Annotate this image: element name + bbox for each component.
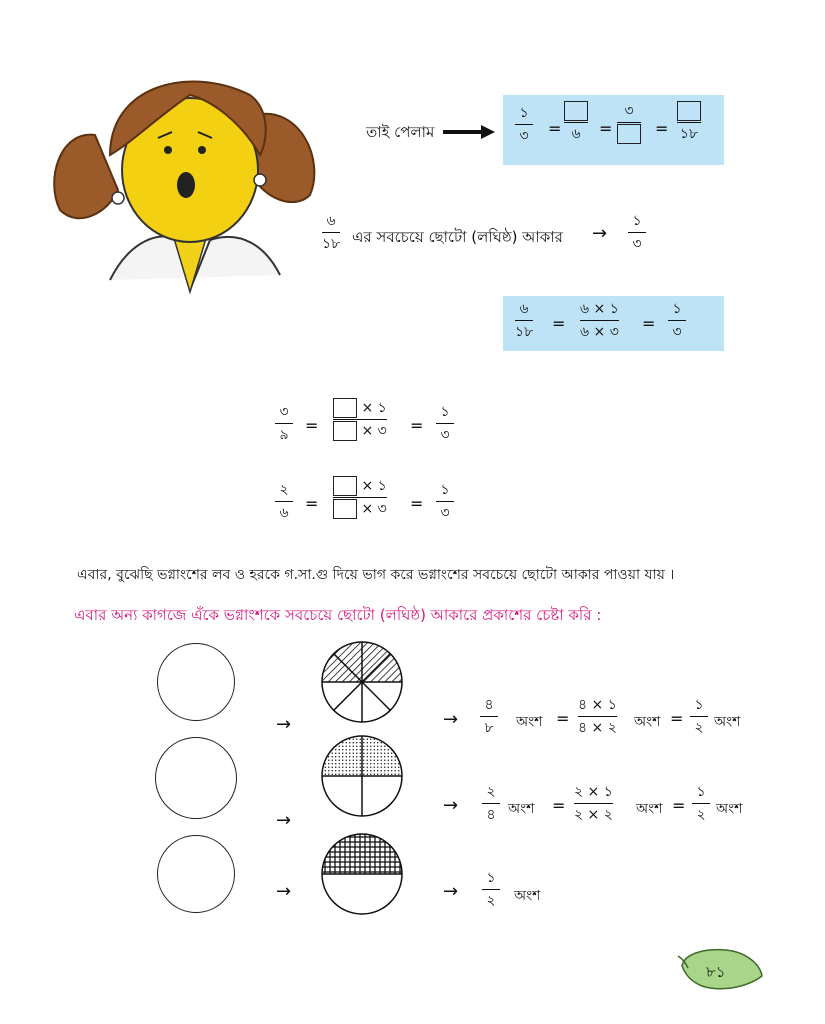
blank-circle	[157, 643, 235, 721]
answer-box[interactable]	[333, 476, 357, 496]
amsha-label: অংশ	[716, 801, 743, 817]
equals-sign: =	[552, 314, 566, 333]
equals-sign: =	[410, 416, 424, 435]
equals-sign: =	[642, 314, 656, 333]
fraction-eq4-1: ২ ৬	[275, 481, 293, 522]
fraction-eq3-1: ৩ ৯	[275, 403, 293, 444]
amsha-label: অংশ	[634, 714, 661, 730]
equals-sign: =	[672, 796, 686, 815]
amsha-label: অংশ	[516, 714, 543, 730]
equals-sign: =	[548, 119, 562, 138]
equals-sign: =	[305, 494, 319, 513]
amsha-label: অংশ	[636, 801, 663, 817]
instruction-text: এবার অন্য কাগজে এঁকে ভগ্নাংশকে সবচেয়ে ছোটো (লঘিষ্ঠ) আকারে প্রকাশের চেষ্টা করি :	[74, 606, 602, 624]
fraction-eq1-4: ১৮	[677, 102, 701, 143]
equals-sign: =	[599, 119, 613, 138]
right-arrow-icon: →	[592, 223, 608, 244]
fraction-row2-c: ১ ২	[692, 783, 710, 824]
fraction-row3-a: ১ ২	[482, 869, 500, 910]
equals-sign: =	[305, 416, 319, 435]
equals-sign: =	[552, 796, 566, 815]
right-arrow-icon: →	[443, 709, 459, 730]
answer-box[interactable]	[333, 499, 357, 519]
summary-text: এবার, বুঝেছি ভগ্নাংশের লব ও হরকে গ.সা.গু দিয়ে ভাগ করে ভগ্নাংশের সবচেয়ে ছোটো আকার পাওয়া যায় ।	[77, 567, 675, 583]
fraction-row1-b: ৪ × ১ ৪ × ২	[578, 697, 617, 736]
right-arrow-icon: →	[276, 810, 292, 831]
equals-sign: =	[410, 494, 424, 513]
right-arrow-icon: →	[443, 795, 459, 816]
fraction-six-eighteen: ৬ ১৮	[322, 213, 341, 252]
answer-box[interactable]	[617, 124, 641, 144]
fraction-eq4-3: ১ ৩	[436, 481, 454, 522]
answer-box[interactable]	[333, 421, 357, 441]
answer-box[interactable]	[564, 101, 588, 121]
blank-circle	[157, 835, 235, 913]
girl-illustration	[40, 60, 330, 300]
amsha-label: অংশ	[514, 888, 541, 904]
fraction-eq3-2: × ১ × ৩	[333, 399, 387, 440]
right-arrow-icon: →	[276, 881, 292, 902]
answer-box[interactable]	[333, 398, 357, 418]
fraction-eq3-3: ১ ৩	[436, 403, 454, 444]
right-arrow-icon: →	[443, 881, 459, 902]
circle-quarters-dotted	[320, 734, 404, 818]
fraction-row1-a: ৪ ৮	[480, 696, 498, 737]
fraction-row1-c: ১ ২	[690, 696, 708, 737]
right-arrow-icon: →	[276, 714, 292, 735]
blank-circle	[155, 737, 237, 819]
equals-sign: =	[670, 709, 684, 728]
fraction-row2-b: ২ × ১ ২ × ২	[574, 784, 613, 823]
fraction-eq1-1: ১ ৩	[515, 104, 533, 145]
circle-eighths-shaded	[320, 640, 404, 724]
fraction-eq1-3: ৩	[617, 102, 641, 143]
answer-box[interactable]	[677, 101, 701, 121]
fraction-eq1-2: ৬	[564, 102, 588, 143]
right-arrow-icon	[443, 124, 495, 140]
fraction-result-one-third: ১ ৩	[628, 212, 646, 253]
lowest-form-text: এর সবচেয়ে ছোটো (লঘিষ্ঠ) আকার	[352, 228, 563, 246]
page-number: ৮১	[706, 963, 726, 981]
fraction-eq2-1: ৬ ১৮	[515, 301, 534, 340]
equals-sign: =	[655, 119, 669, 138]
fraction-row2-a: ২ ৪	[482, 783, 500, 824]
circle-half-grid	[320, 832, 404, 916]
equals-sign: =	[556, 709, 570, 728]
fraction-eq2-3: ১ ৩	[668, 300, 686, 341]
tai-pelam-label: তাই পেলাম	[366, 123, 435, 141]
fraction-eq4-2: × ১ × ৩	[333, 477, 387, 518]
amsha-label: অংশ	[714, 714, 741, 730]
amsha-label: অংশ	[508, 801, 535, 817]
fraction-eq2-2: ৬ × ১ ৬ × ৩	[580, 301, 619, 340]
